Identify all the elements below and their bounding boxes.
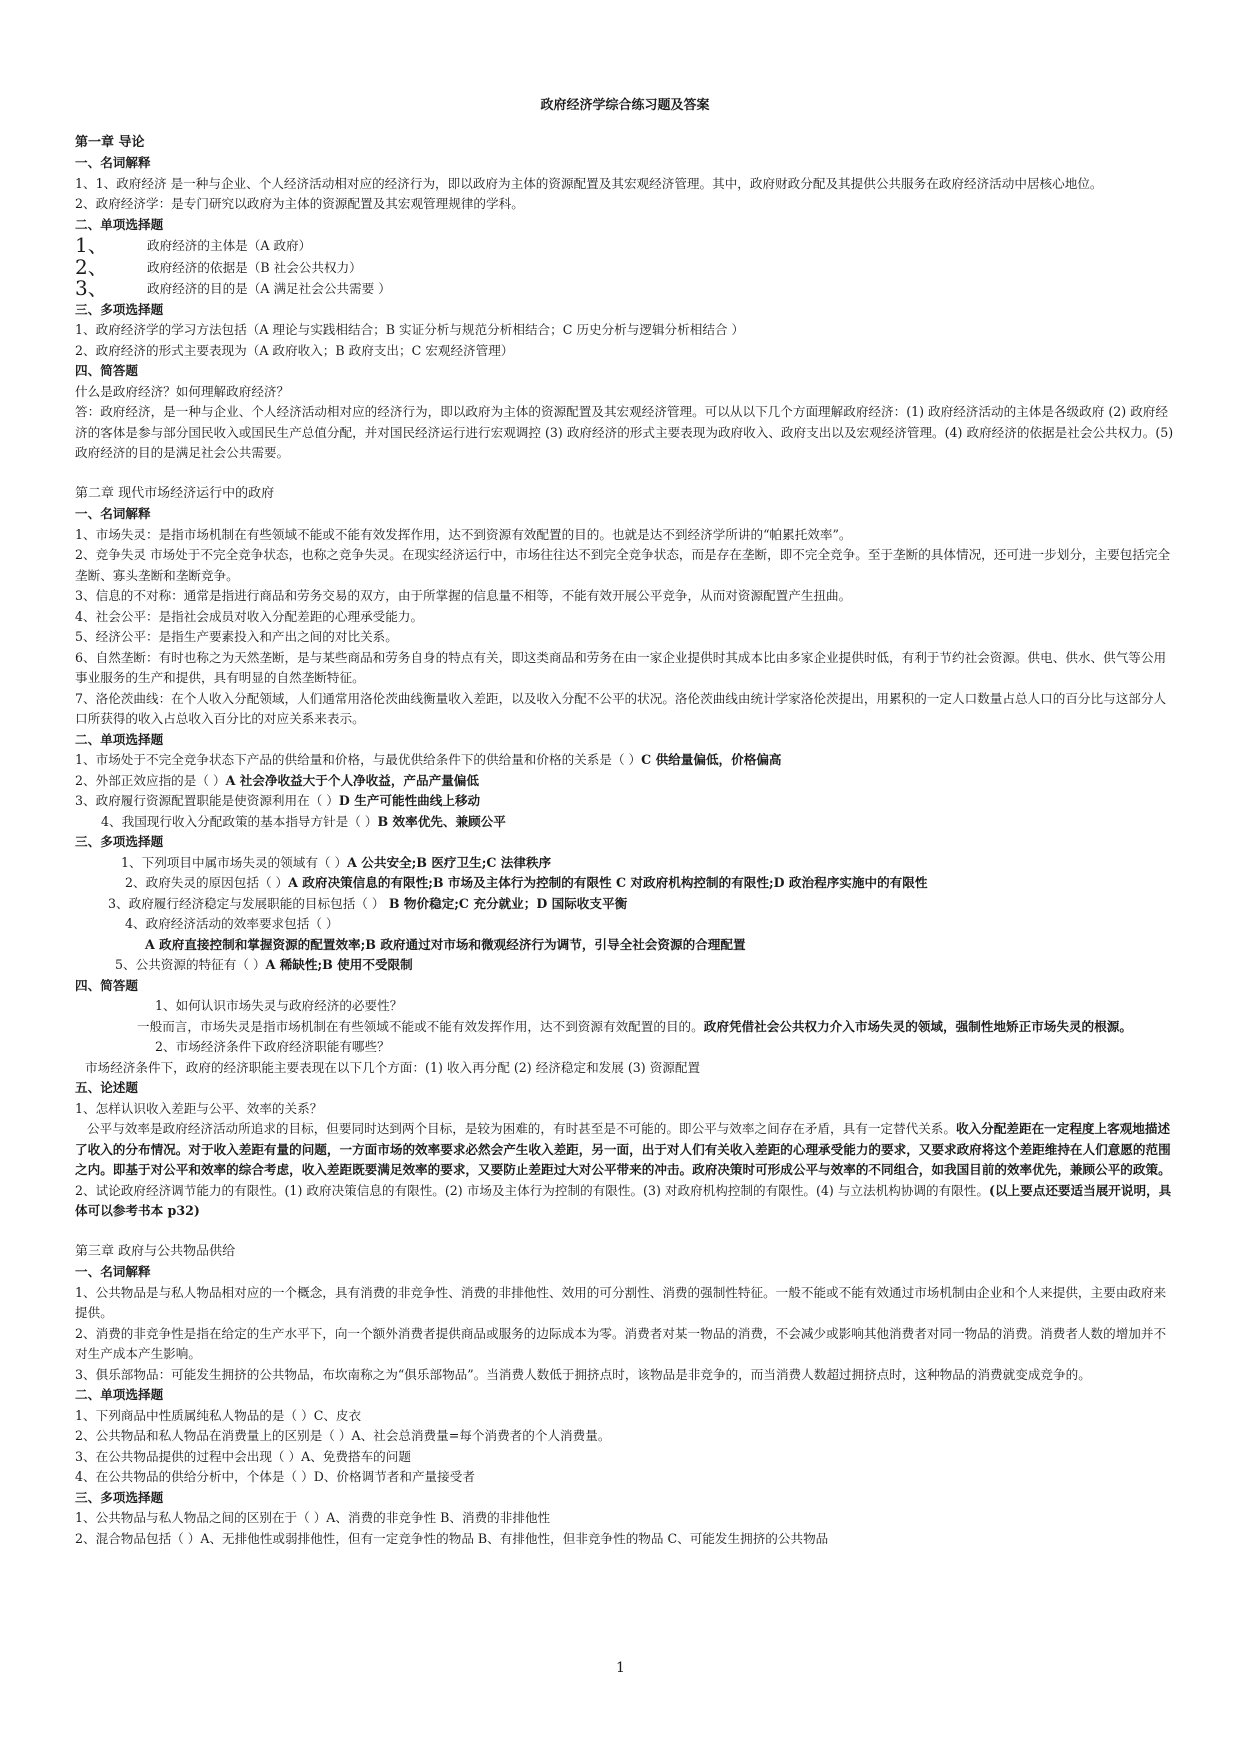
question-text: 什么是政府经济？如何理解政府经济？ — [75, 383, 290, 399]
choice-item — [75, 254, 1175, 279]
answer-text: B 物价稳定;C 充分就业；D 国际收支平衡 — [384, 895, 628, 911]
question-text: 1、如何认识市场失灵与政府经济的必要性？ — [155, 998, 403, 1013]
definition-item: 1、市场失灵：是指市场机制在有些领域不能或不能有效发挥作用，达不到资源有效配置的目的。也就是达不到经济学所讲的“帕累托效率”。 — [75, 526, 852, 542]
choice-item — [75, 853, 1175, 874]
choice-item — [75, 873, 1175, 894]
choice-item: 4、在公共物品的供给分析中，个体是（ ）D、价格调节者和产量接受者 — [75, 1469, 475, 1484]
section-heading: 二、单项选择题 — [75, 731, 164, 747]
chapter-3-heading: 第三章 政府与公共物品供给 — [75, 1243, 236, 1259]
section-heading: 三、多项选择题 — [75, 1489, 164, 1505]
answer-text: D 生产可能性曲线上移动 — [338, 793, 481, 808]
item-number: 1、 — [75, 233, 108, 257]
section-heading: 四、简答题 — [75, 977, 138, 993]
definition-item: 2、政府经济学：是专门研究以政府为主体的资源配置及其宏观管理规律的学科。 — [75, 196, 524, 211]
definition-item: 6、自然垄断：有时也称之为天然垄断，是与某些商品和劳务自身的特点有关，即这类商品和劳务在由一家企业提供时其成本比由多家企业提供时低，有利于节约社会资源。供电、供水、供气等公用事业服务的生产和提供，具有明显的自然垄断特征。 — [75, 649, 1167, 685]
definition-item: 5、经济公平：是指生产要素投入和产出之间的对比关系。 — [75, 629, 398, 644]
answer-text: A 政府直接控制和掌握资源的配置效率;B 政府通过对市场和微观经济行为调节，引导全社会资源的合理配置 — [145, 936, 746, 952]
question-text: 1、市场处于不完全竞争状态下产品的供给量和价格，与最优供给条件下的供给量和价格的关系是（ ） — [75, 752, 642, 767]
answer-bold: (以上要点还要适当展开说明，具体可以参考书本 p32) — [75, 1182, 1172, 1218]
answer-text: B 效率优先、兼顾公平 — [377, 813, 506, 829]
answer-text: A 社会净收益大于个人净收益，产品产量偏低 — [225, 772, 479, 788]
answer-bold: 政府凭借社会公共权力介入市场失灵的领域，强制性地矫正市场失灵的根源。 — [703, 1018, 1132, 1034]
answer-plain: 一般而言，市场失灵是指市场机制在有些领域不能或不能有效发挥作用，达不到资源有效配置的目的。 — [137, 1018, 704, 1034]
choice-item — [75, 812, 1175, 833]
chapter-1-heading: 第一章 导论 — [75, 134, 145, 150]
question-text: 4、政府经济活动的效率要求包括（ ） — [125, 916, 339, 931]
section-heading: 二、单项选择题 — [75, 216, 164, 232]
section-heading: 三、多项选择题 — [75, 301, 164, 317]
question-text: 2、政府失灵的原因包括（ ） — [125, 875, 289, 890]
definition-item: 7、洛伦茨曲线：在个人收入分配领域，人们通常用洛伦茨曲线衡量收入差距，以及收入分配不公平的状况。洛伦茨曲线由统计学家洛伦茨提出，用累积的一定人口数量占总人口的百分比与这部分人口所获得的收入占总收入百分比的对应关系来表示。 — [75, 690, 1167, 726]
page-number: 1 — [616, 1660, 625, 1676]
choice-item — [75, 771, 1175, 792]
question-text: 1、怎样认识收入差距与公平、效率的关系？ — [75, 1100, 323, 1116]
question-text: 5、公共资源的特征有（ ） — [115, 957, 266, 972]
choice-item: 2、政府经济的形式主要表现为（A 政府收入；B 政府支出；C 宏观经济管理） — [75, 342, 514, 358]
choice-item: 3、在公共物品提供的过程中会出现（ ）A、免费搭车的问题 — [75, 1448, 411, 1464]
document-page — [75, 96, 1175, 1549]
answer-bold: 收入分配差距在一定程度上客观地描述了收入的分布情况。对于收入差距有量的问题，一方面市场的效率要求必然会产生收入差距，另一面，出于对人们有关收入差距的心理承受能力的要求，又要求政府将这个差距维持在人们意愿的范围之内。即基于对公平和效率的综合考虑，收入差距既要满足效率的要求，又要防止差距过大对公平带来的冲击。政府决策时可形成公平与效率的不同组合，如我国目前的效率优先，兼顾公平的政策。 — [75, 1121, 1171, 1177]
spacer — [75, 1222, 1175, 1242]
definition-item: 3、信息的不对称：通常是指进行商品和劳务交易的双方，由于所掌握的信息量不相等，不能有效开展公平竞争，从而对资源配置产生扭曲。 — [75, 588, 852, 603]
definition-item: 4、社会公平：是指社会成员对收入分配差距的心理承受能力。 — [75, 608, 424, 624]
choice-item: 1、公共物品与私人物品之间的区别在于（ ）A、消费的非竞争性 B、消费的非排他性 — [75, 1510, 551, 1525]
answer-text — [75, 1181, 1175, 1222]
item-text: 政府经济的主体是（A 政府） — [147, 238, 312, 253]
item-number: 2、 — [75, 254, 108, 279]
choice-item: 1、政府经济学的学习方法包括（A 理论与实践相结合；B 实证分析与规范分析相结合；C 历史分析与逻辑分析相结合 ） — [75, 322, 745, 337]
choice-item — [75, 235, 1175, 257]
definition-item: 1、公共物品是与私人物品相对应的一个概念，具有消费的非竞争性、消费的非排他性、效用的可分割性、消费的强制性特征。一般不能或不能有效通过市场机制由企业和个人来提供，主要由政府来提供。 — [75, 1284, 1167, 1320]
question-text: 3、政府履行经济稳定与发展职能的目标包括（ ） — [108, 895, 385, 911]
item-number: 3、 — [75, 276, 108, 300]
answer-plain: 公平与效率是政府经济活动所追求的目标，但要同时达到两个目标，是较为困难的，有时甚至是不可能的。即公平与效率之间存在矛盾，具有一定替代关系。 — [87, 1121, 956, 1136]
chapter-2-heading: 第二章 现代市场经济运行中的政府 — [75, 485, 275, 501]
definition-item: 2、消费的非竞争性是指在给定的生产水平下，向一个额外消费者提供商品或服务的边际成本为零。消费者对某一物品的消费，不会减少或影响其他消费者对同一物品的消费。消费者人数的增加并不对生产成本产生影响。 — [75, 1325, 1167, 1361]
question-text: 2、市场经济条件下政府经济职能有哪些？ — [155, 1039, 390, 1054]
document-title: 政府经济学综合练习题及答案 — [540, 98, 710, 113]
choice-item — [75, 894, 1175, 915]
item-text: 政府经济的目的是（A 满足社会公共需要 ） — [147, 281, 391, 296]
answer-text: 市场经济条件下，政府的经济职能主要表现在以下几个方面：(1) 收入再分配 (2) 经济稳定和发展 (3) 资源配置 — [85, 1059, 701, 1075]
question-text: 3、政府履行资源配置职能是使资源利用在（ ） — [75, 793, 339, 808]
section-heading: 二、单项选择题 — [75, 1387, 164, 1402]
spacer — [75, 464, 1175, 484]
choice-item — [75, 750, 1175, 771]
choice-item — [75, 791, 1175, 812]
section-heading: 五、论述题 — [75, 1080, 138, 1095]
choice-item — [75, 955, 1175, 976]
section-heading: 四、简答题 — [75, 363, 138, 378]
answer-text: C 供给量偏低，价格偏高 — [641, 752, 782, 767]
choice-item: 2、公共物品和私人物品在消费量上的区别是（ ）A、社会总消费量=每个消费者的个人消费量。 — [75, 1428, 611, 1443]
definition-item: 1、1、政府经济 是一种与企业、个人经济活动相对应的经济行为，即以政府为主体的资源配置及其宏观经济管理。其中，政府财政分配及其提供公共服务在政府经济活动中居核心地位。 — [75, 175, 1103, 191]
section-heading: 一、名词解释 — [75, 506, 151, 521]
answer-text: 答：政府经济，是一种与企业、个人经济活动相对应的经济行为，即以政府为主体的资源配置及其宏观经济管理。可以从以下几个方面理解政府经济：(1) 政府经济活动的主体是各级政府 (2) 政府经济的客体是参与部分国民收入或国民生产总值分配，并对国民经济运行进行宏观调控 (3) 政府经济的形式主要表现为政府收入、政府支出以及宏观经济管理。(4) 政府经济的依据是社会公共权力。(5) 政府经济的目的是满足社会公共需要。 — [75, 404, 1174, 460]
answer-text: A 公共安全;B 医疗卫生;C 法律秩序 — [347, 854, 552, 870]
choice-item: 1、下列商品中性质属纯私人物品的是（ ）C、皮衣 — [75, 1407, 362, 1423]
choice-item — [75, 278, 1175, 300]
section-heading: 一、名词解释 — [75, 155, 151, 170]
definition-item: 3、俱乐部物品：可能发生拥挤的公共物品，布坎南称之为“俱乐部物品”。当消费人数低于拥挤点时，该物品是非竞争的，而当消费人数超过拥挤点时，这种物品的消费就变成竞争的。 — [75, 1366, 1091, 1382]
answer-text — [75, 1119, 1175, 1181]
answer-text — [75, 1017, 1175, 1038]
section-heading: 一、名词解释 — [75, 1264, 151, 1279]
answer-text: A 稀缺性;B 使用不受限制 — [265, 957, 413, 972]
answer-plain: 2、试论政府经济调节能力的有限性。(1) 政府决策信息的有限性。(2) 市场及主体行为控制的有限性。(3) 对政府机构控制的有限性。(4) 与立法机构协调的有限性。 — [75, 1182, 989, 1198]
answer-text: A 政府决策信息的有限性;B 市场及主体行为控制的有限性 C 对政府机构控制的有限性;D 政治程序实施中的有限性 — [288, 875, 928, 890]
section-heading: 三、多项选择题 — [75, 834, 164, 849]
definition-item: 2、竞争失灵 市场处于不完全竞争状态，也称之竞争失灵。在现实经济运行中，市场往往达不到完全竞争状态，而是存在垄断，即不完全竞争。至于垄断的具体情况，还可进一步划分，主要包括完全垄断、寡头垄断和垄断竞争。 — [75, 547, 1171, 583]
choice-item: 2、混合物品包括（ ）A、无排他性或弱排他性，但有一定竞争性的物品 B、有排他性，但非竞争性的物品 C、可能发生拥挤的公共物品 — [75, 1530, 829, 1546]
question-text: 1、下列项目中属市场失灵的领域有（ ） — [121, 854, 348, 870]
question-text: 4、我国现行收入分配政策的基本指导方针是（ ） — [101, 813, 378, 829]
item-text: 政府经济的依据是（B 社会公共权力） — [147, 259, 362, 275]
choice-item — [75, 914, 1175, 935]
question-text: 2、外部正效应指的是（ ） — [75, 772, 226, 788]
